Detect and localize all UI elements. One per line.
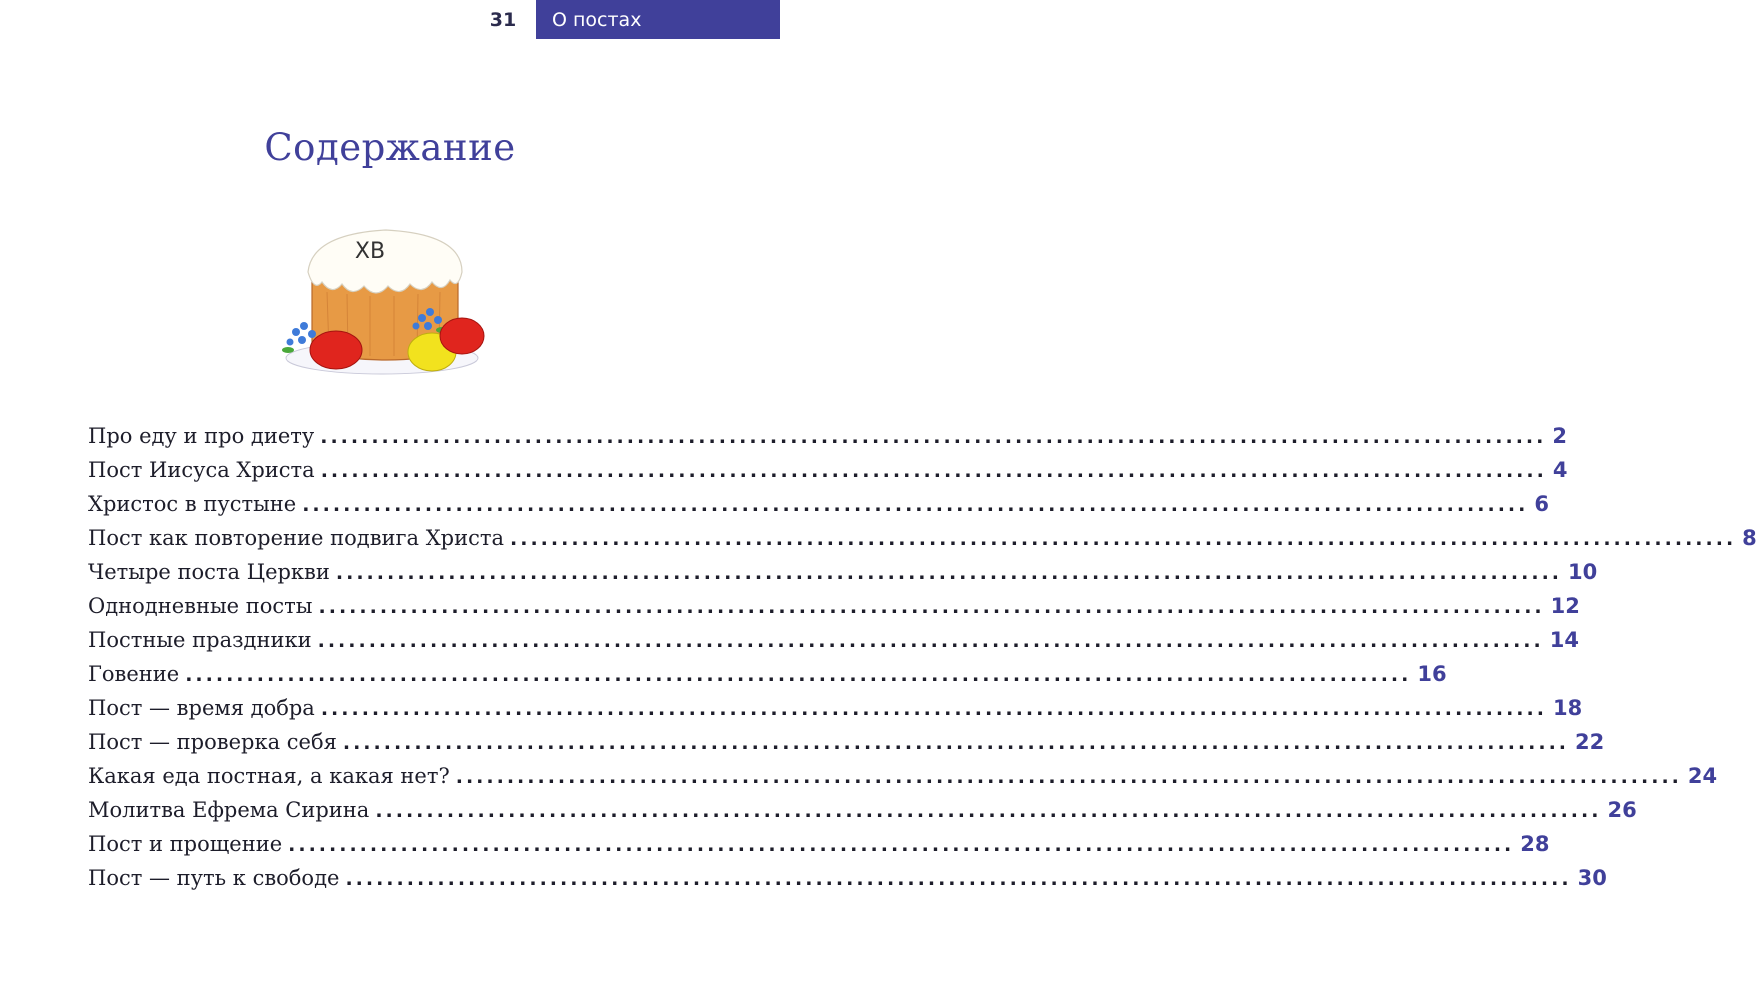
toc-entry[interactable] — [88, 696, 1583, 730]
toc-entry-title: Пост как повторение подвига Христа — [88, 526, 505, 550]
toc-entry[interactable] — [88, 424, 1567, 458]
toc-entry-title: Пост — путь к свободе — [88, 866, 340, 890]
toc-entry-title: Постные праздники — [88, 628, 312, 652]
toc-entry-title: Пост и прощение — [88, 832, 283, 856]
easter-cake-illustration — [282, 222, 492, 382]
toc-entry[interactable] — [88, 628, 1579, 662]
toc-entry-page: 30 — [1577, 866, 1607, 890]
toc-leader-dots: ........................................................................................................................ — [288, 834, 1515, 856]
toc-entry-title: Пост Иисуса Христа — [88, 458, 315, 482]
page-header — [470, 0, 780, 39]
toc-entry[interactable] — [88, 764, 1718, 798]
toc-entry-page: 24 — [1687, 764, 1718, 788]
page-title: Содержание — [264, 126, 516, 169]
toc-entry-page: 14 — [1549, 628, 1579, 652]
toc-leader-dots: ........................................................................................................................ — [302, 494, 1529, 516]
toc-entry[interactable] — [88, 594, 1580, 628]
toc-entry-page: 6 — [1534, 492, 1549, 516]
toc-entry-page: 22 — [1575, 730, 1605, 754]
toc-leader-dots: ........................................................................................................................ — [320, 460, 1547, 482]
toc-entry-page: 28 — [1520, 832, 1550, 856]
toc-entry[interactable] — [88, 832, 1550, 866]
toc-leader-dots: ........................................................................................................................ — [335, 562, 1563, 584]
toc-leader-dots: ........................................................................................................................ — [455, 766, 1682, 788]
cake-lettering: ХВ — [354, 239, 386, 264]
toc-entry-page: 16 — [1417, 662, 1447, 686]
toc-entry[interactable] — [88, 730, 1605, 764]
toc-entry-title: Какая еда постная, а какая нет? — [88, 764, 450, 788]
toc-entry[interactable] — [88, 458, 1568, 492]
section-title: О постах — [536, 0, 780, 39]
toc-entry-title: Четыре поста Церкви — [88, 560, 330, 584]
toc-entry-title: Пост — проверка себя — [88, 730, 337, 754]
toc-leader-dots: ........................................................................................................................ — [320, 698, 1547, 720]
toc-entry-title: Молитва Ефрема Сирина — [88, 798, 370, 822]
toc-leader-dots: ........................................................................................................................ — [320, 426, 1547, 448]
toc-entry[interactable] — [88, 866, 1607, 900]
toc-leader-dots: ........................................................................................................................ — [185, 664, 1412, 686]
red-egg-left — [310, 331, 362, 369]
toc-entry-page: 26 — [1607, 798, 1637, 822]
toc-leader-dots: ........................................................................................................................ — [375, 800, 1602, 822]
toc-entry[interactable] — [88, 492, 1549, 526]
toc-entry-page: 18 — [1552, 696, 1583, 720]
toc-entry[interactable] — [88, 526, 1757, 560]
toc-entry-page: 8 — [1742, 526, 1757, 550]
red-egg-right — [440, 318, 484, 354]
toc-entry[interactable] — [88, 798, 1637, 832]
toc-leader-dots: ........................................................................................................................ — [317, 630, 1544, 652]
toc-entry[interactable] — [88, 560, 1598, 594]
toc-leader-dots: ........................................................................................................................ — [318, 596, 1545, 618]
toc-leader-dots: ........................................................................................................................ — [345, 868, 1572, 890]
toc-entry[interactable] — [88, 662, 1447, 696]
toc-entry-page: 4 — [1552, 458, 1568, 482]
table-of-contents — [88, 424, 1757, 900]
toc-leader-dots: ........................................................................................................................ — [510, 528, 1737, 550]
toc-entry-page: 2 — [1552, 424, 1567, 448]
toc-entry-page: 10 — [1568, 560, 1598, 584]
page-number: 31 — [470, 0, 536, 39]
toc-leader-dots: ........................................................................................................................ — [342, 732, 1570, 754]
toc-entry-title: Говение — [88, 662, 180, 686]
toc-entry-title: Про еду и про диету — [88, 424, 315, 448]
toc-entry-page: 12 — [1550, 594, 1580, 618]
toc-entry-title: Христос в пустыне — [88, 492, 297, 516]
toc-entry-title: Однодневные посты — [88, 594, 313, 618]
toc-entry-title: Пост — время добра — [88, 696, 315, 720]
